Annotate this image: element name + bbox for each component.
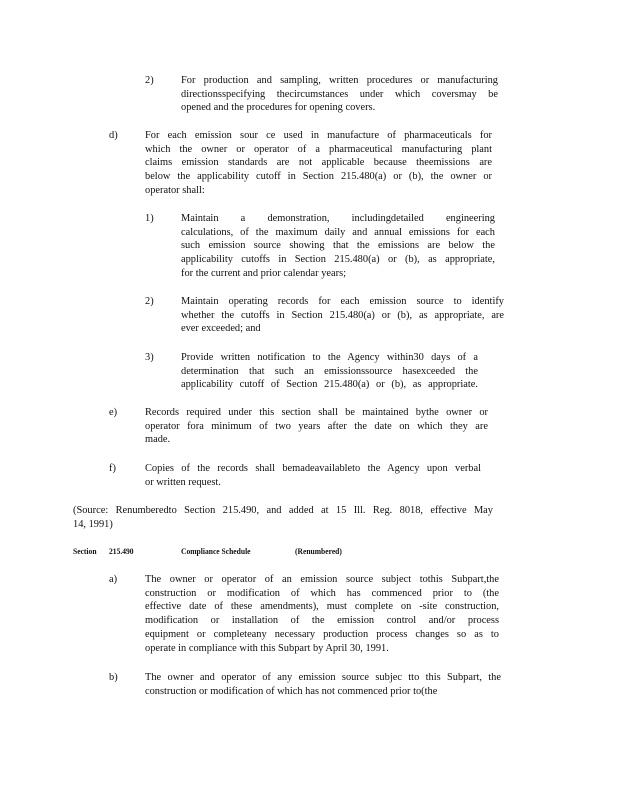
line: operator fora minimum of two years after the date on which they are (145, 420, 488, 432)
line: calculations, of the maximum daily and annual emissions for each (181, 226, 495, 238)
line: The owner or operator of an emission source subject tothis Subpart,the (145, 574, 499, 585)
paragraph (181, 351, 478, 392)
item-label: 3) (145, 352, 154, 363)
line: For each emission sour ce used in manufacture of pharmaceuticals for (145, 130, 492, 141)
item-label: f) (109, 463, 116, 474)
line: applicability cutoffs in Section 215.480(a) or (b), as appropriate, (181, 254, 495, 266)
line: operator shall: (145, 184, 205, 196)
line: Records required under this section shall be maintained bythe owner or (145, 407, 488, 418)
line: For production and sampling, written procedures or manufacturing (181, 75, 498, 86)
paragraph (145, 573, 499, 655)
item-label: b) (109, 672, 118, 683)
line: which the owner or operator of a pharmaceutical manufacturing plant (145, 143, 492, 155)
line: or written request. (145, 476, 221, 488)
line: effective date of these amendments), must complete on -site construction, (145, 601, 499, 613)
paragraph (145, 406, 488, 447)
line: equipment or completeany necessary production process changes so as to (145, 628, 499, 640)
line: Copies of the records shall bemadeavailableto the Agency upon verbal (145, 463, 481, 474)
section-number: 215.490 (109, 546, 134, 556)
line: made. (145, 434, 171, 446)
line: construction or modification of which has commenced prior to (the (145, 587, 499, 599)
item-label: 2) (145, 296, 154, 307)
line: 14, 1991) (73, 518, 113, 530)
line: below the applicability cutoff in Section 215.480(a) or (b), the owner or (145, 171, 492, 183)
paragraph (181, 212, 495, 281)
paragraph (181, 295, 504, 336)
line: determination that such an emissionssource hasexceeded the (181, 365, 478, 377)
line: ever exceeded; and (181, 323, 261, 335)
line: Maintain operating records for each emission source to identify (181, 296, 504, 307)
section-word: Section (73, 546, 97, 556)
line: applicability cutoff of Section 215.480(a) or (b), as appropriate. (181, 379, 478, 391)
section-status: (Renumbered) (295, 546, 342, 556)
line: Maintain a demonstration, includingdetailed engineering (181, 213, 495, 224)
line: opened and the procedures for opening covers. (181, 102, 376, 114)
item-label: 1) (145, 213, 154, 224)
line: Provide written notification to the Agency within30 days of a (181, 352, 478, 363)
item-label: d) (109, 130, 118, 141)
paragraph (145, 129, 492, 198)
item-label: 2) (145, 75, 154, 86)
section-title: Compliance Schedule (181, 546, 251, 556)
line: The owner and operator of any emission source subjec tto this Subpart, the (145, 672, 501, 683)
line: (Source: Renumberedto Section 215.490, and added at 15 Ill. Reg. 8018, effective May (73, 505, 493, 516)
item-label: e) (109, 407, 118, 418)
line: whether the cutoffs in Section 215.480(a) or (b), as appropriate, are (181, 309, 504, 321)
line: operate in compliance with this Subpart by April 30, 1991. (145, 642, 389, 654)
line: claims emission standards are not applicable because theemissions are (145, 157, 492, 169)
paragraph (181, 74, 498, 115)
line: such emission source showing that the emissions are below the (181, 240, 495, 252)
paragraph (145, 462, 481, 489)
line: directionsspecifying thecircumstances under which coversmay be (181, 88, 498, 100)
line: construction or modification of which has not commenced prior to(the (145, 685, 438, 697)
line: modification or installation of the emission control and/or process (145, 615, 499, 627)
item-label: a) (109, 574, 118, 585)
line: for the current and prior calendar years; (181, 267, 347, 279)
source-note (73, 504, 493, 531)
paragraph (145, 671, 501, 698)
